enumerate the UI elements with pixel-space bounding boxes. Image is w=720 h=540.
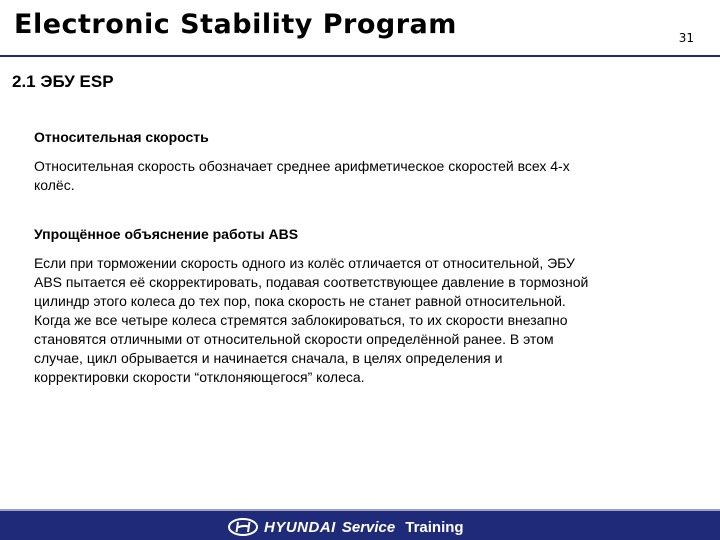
header-divider — [0, 55, 720, 57]
block-text: Относительная скорость обозначает среднее арифметическое скоростей всех 4-х колёс. — [34, 158, 570, 193]
section-heading: 2.1 ЭБУ ESP — [12, 72, 114, 91]
footer-training: Training — [405, 518, 464, 536]
footer-service: Service — [341, 518, 396, 536]
footer-logo — [228, 516, 464, 538]
relative-speed-block — [34, 128, 674, 195]
content-area — [34, 128, 674, 387]
footer-bar — [0, 509, 720, 540]
page-number: 31 — [678, 31, 694, 45]
hyundai-logo-icon — [228, 518, 258, 536]
block-title: Относительная скорость — [34, 129, 209, 145]
abs-explanation-block — [34, 225, 674, 387]
block-text: Если при торможении скорость одного из колёс отличается от относительной, ЭБУ ABS пытается её скорректировать, подавая соответствующее давление в тормозной цилиндр этого колеса до тех пор, пока скорость не станет равной относительной. Когда же все четыре колеса стремятся заблокироваться, то их скорости внезапно становятся отличными от относительной скорости определённой ранее. В этом случае, цикл обрывается и начинается сначала, в целях определения и корректировки скорости “отклоняющегося” колеса. — [34, 255, 589, 385]
footer-brand: HYUNDAI — [264, 518, 336, 536]
block-title: Упрощённое объяснение работы ABS — [34, 226, 299, 242]
page-title: Electronic Stability Program — [14, 9, 457, 40]
